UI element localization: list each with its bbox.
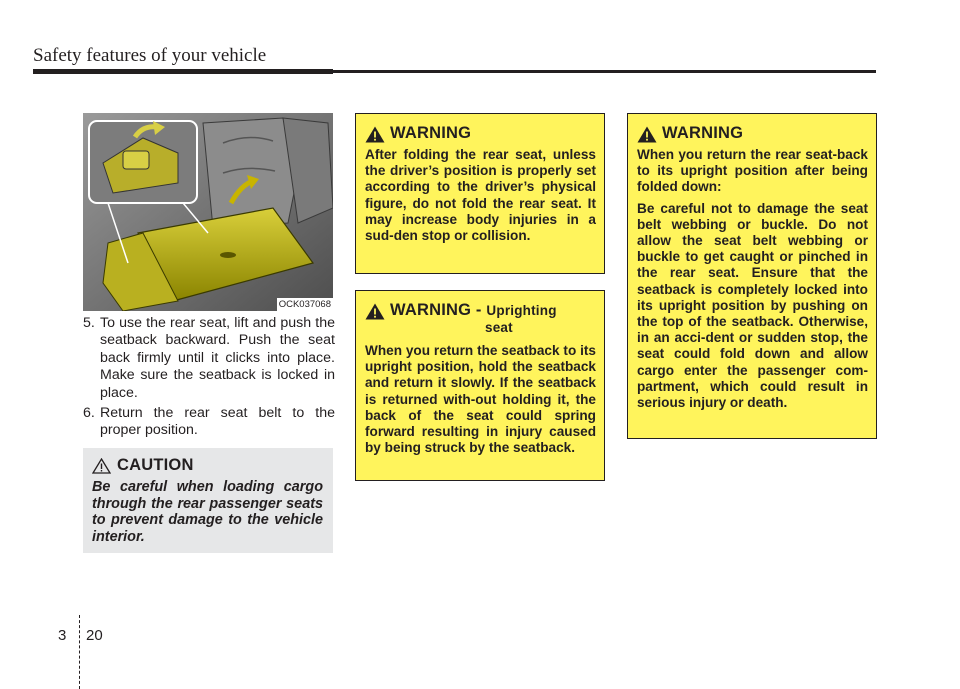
header-rule	[33, 70, 876, 73]
warning-text-body: Be careful not to damage the seat belt webbing or buckle. Do not allow the seat belt webbing or buckle to get caught or pinched in the rear seat. Ensure that the seatback is completely locked into its upright position by pushing on the top of the seatback. Otherwise, in an acci-dent or sudden stop, the seat could fold down and allow cargo enter the passenger com-partment, which could result in serious injury or death.	[637, 200, 868, 411]
warning-text-intro: When you return the rear seat-back to its upright position after being folded down:	[637, 147, 868, 195]
warning-subtitle-line2: seat	[485, 320, 513, 335]
footer-separator	[79, 615, 80, 689]
warning-title: WARNING	[662, 124, 744, 142]
step-text: To use the rear seat, lift and push the seatback backward. Push the seat back firmly until it clicks into place. Make sure the seatback is locked in place.	[100, 315, 335, 401]
warning-triangle-icon	[637, 126, 657, 143]
step-number: 5.	[83, 315, 95, 331]
warning-box-folding	[355, 113, 605, 274]
warning-box-return-seatback	[627, 113, 877, 439]
step-5	[83, 315, 335, 402]
caution-triangle-icon	[92, 458, 111, 474]
warning-text: When you return the seatback to its upright position, hold the seatback and return it slowly. If the seatback is returned with-out holding it, the back of the seat could spring forward resulting in injury caused by being struck by the seatback.	[365, 343, 596, 456]
caution-box	[83, 448, 333, 553]
warning-triangle-icon	[365, 303, 385, 320]
step-text: Return the rear seat belt to the proper position.	[100, 405, 335, 439]
seat-photo	[83, 113, 333, 311]
warning-title-main: WARNING -	[390, 301, 487, 319]
warning-subtitle: Uprighting	[486, 303, 557, 318]
warning-title: WARNING	[390, 124, 472, 142]
caution-text: Be careful when loading cargo through the rear passenger seats to prevent damage to the vehicle interior.	[92, 479, 323, 545]
step-number: 6.	[83, 405, 95, 422]
page-number: 20	[86, 627, 103, 644]
folded-seat-illustration	[83, 113, 333, 311]
caution-title: CAUTION	[117, 456, 194, 474]
warning-box-uprighting	[355, 290, 605, 481]
warning-title	[390, 301, 557, 335]
warning-text: After folding the rear seat, unless the driver’s position is properly set according to the driver’s physical figure, do not fold the rear seat. It may increase body injuries in a sud-den stop or collision.	[365, 147, 596, 244]
photo-code: OCK037068	[278, 299, 331, 310]
header-title: Safety features of your vehicle	[33, 45, 267, 66]
step-6	[83, 405, 335, 440]
instruction-steps	[83, 315, 335, 443]
warning-triangle-icon	[365, 126, 385, 143]
chapter-number: 3	[58, 627, 67, 644]
